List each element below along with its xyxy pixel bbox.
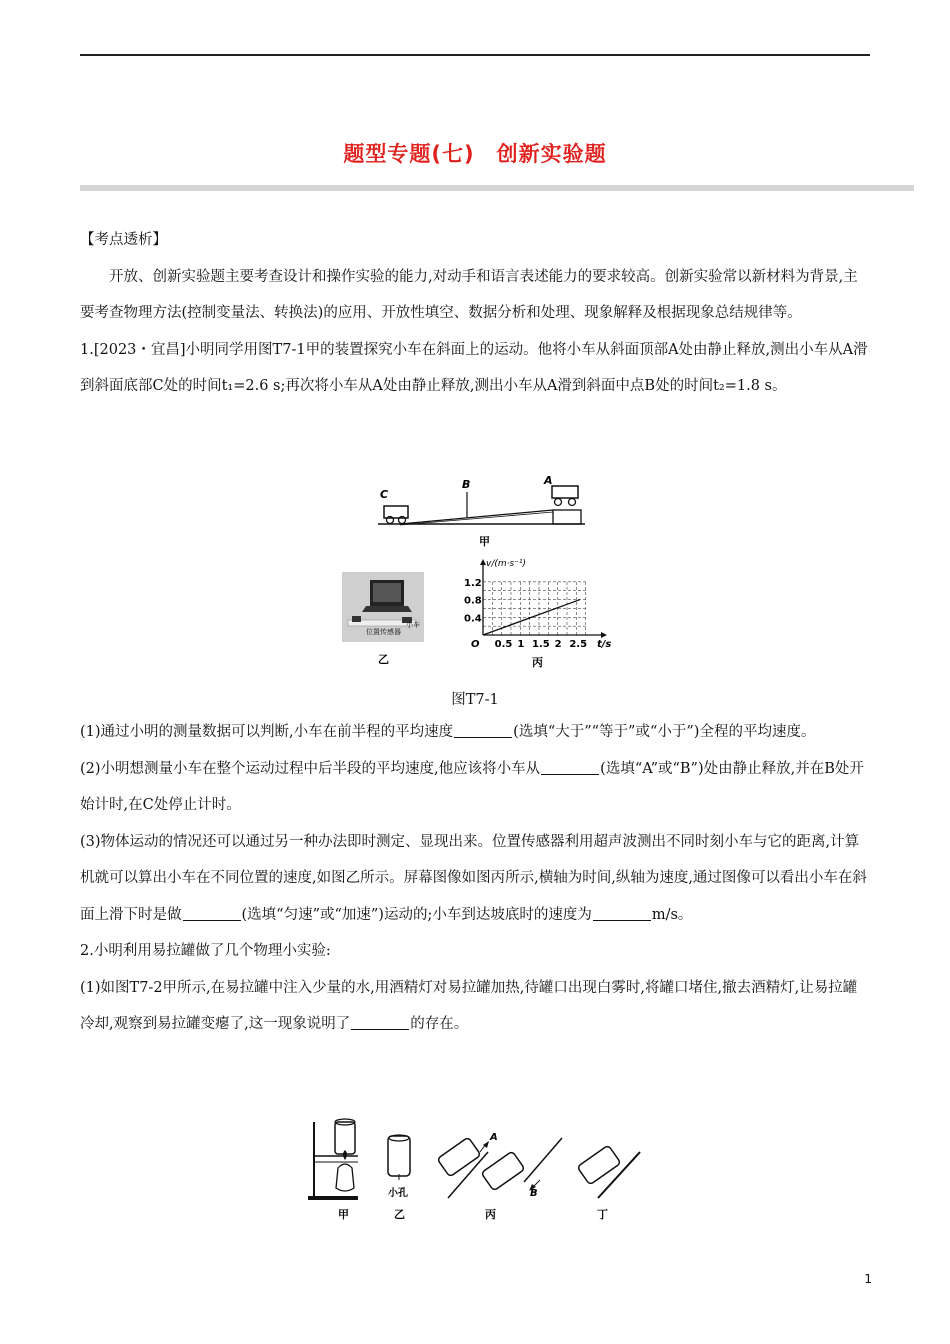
label-fig2-bing: 丙 [485,1208,496,1221]
x-tick-label: 1 [517,639,525,650]
flame-icon [343,1150,347,1160]
q2-part1-text: (1)如图T7-2甲所示,在易拉罐中注入少量的水,用酒精灯对易拉罐加热,待罐口出现白雾时,将罐口堵住,撤去酒精灯,让易拉罐冷却,观察到易拉罐变瘪了,这一现象说明了 [80,979,858,1032]
x-tick-label: 0.5 [494,639,513,650]
q1-part1-text: (1)通过小明的测量数据可以判断,小车在前半程的平均速度 [80,724,454,740]
can-icon [481,1151,525,1191]
can-icon [388,1136,410,1176]
q1-stem: 1.[2023・宜昌]小明同学用图T7-1甲的装置探究小车在斜面上的运动。他将小车从斜面顶部A处由静止释放,测出小车从A滑到斜面底部C处的时间t₁=2.6 s;再次将小车从A处由静止释放,测出小车从A滑到斜面中点B处的时间t₂=1.8 s。 [80,341,868,394]
car-at-a [552,486,578,506]
top-rule [80,54,870,56]
x-tick-label: 2 [554,639,562,650]
y-tick-label: 0.4 [464,613,482,625]
q1-part1-text-end: (选填“大于”“等于”或“小于”)全程的平均速度。 [513,724,816,740]
q2-part1 [80,970,870,1043]
section-heading: 【考点透析】 [80,232,167,248]
title-divider [80,185,914,191]
title-sub: 创新实验题 [496,142,607,166]
label-fig2-jia: 甲 [338,1208,349,1221]
title-main: 题型专题(七) [343,142,475,166]
figure-ding-can-rod [577,1145,640,1198]
figure-incline [370,472,600,550]
label-fig2-ding: 丁 [597,1208,608,1221]
y-tick-label: 0.8 [464,595,482,607]
straw-icon [524,1138,562,1182]
q1-part3-text-mid: (选填“匀速”或“加速”)运动的;小车到达坡底时的速度为 [241,906,592,923]
label-car: 小车 [406,621,420,629]
car-at-c [384,506,408,524]
page-title [0,138,950,168]
figure-yi-can-with-hole [388,1135,410,1180]
answer-blank-2[interactable] [541,760,599,775]
chart-ylabel: v/(m·s⁻¹) [486,559,527,569]
label-b: B [462,478,471,491]
figure-bing-cans-straw [437,1137,562,1198]
x-axis-arrow-icon [601,632,607,638]
sensor-icon [352,616,361,622]
figure-cans [300,1116,650,1224]
support-block [553,510,581,524]
page-number: 1 [864,1272,872,1286]
label-fig2-b: B [530,1188,538,1199]
can-icon [335,1122,355,1154]
x-tick-label: 2.5 [569,639,588,650]
y-tick-label: 1.2 [464,577,482,589]
label-fig2-a: A [490,1132,498,1143]
intro-paragraph: 开放、创新实验题主要考查设计和操作实验的能力,对动手和语言表述能力的要求较高。创新实验常以新材料为背景,主要考查物理方法(控制变量法、转换法)的应用、开放性填空、数据分析和处理、现象解释及根据现象总结规律等。 [80,268,858,321]
chart-origin: O [471,639,480,650]
label-yi: 乙 [378,653,389,666]
chart-grid [483,582,586,635]
intro-block [80,222,870,405]
label-fig2-yi: 乙 [394,1208,405,1221]
chart-xlabel: t/s [597,639,612,650]
laptop-base-icon [362,606,412,612]
alcohol-lamp-icon [336,1164,354,1191]
figure-jia-heating-setup [308,1119,358,1200]
figure-photo-computer [340,572,435,667]
q1-part2-text: (2)小明想测量小车在整个运动过程中后半段的平均速度,他应该将小车从 [80,760,541,777]
incline-surface [400,510,553,524]
x-tick-label: 1.5 [532,639,550,650]
label-c: C [380,488,389,501]
q1-part3 [80,824,870,934]
questions-block [80,714,870,1043]
answer-blank-3[interactable] [183,906,241,921]
q1-part2 [80,751,870,824]
label-a: A [544,474,553,487]
q1-part2-text-end: (选填“A”或“B”)处由静止释放,并在B处开始计时,在C处停止计时。 [80,760,864,813]
q2-stem: 2.小明利用易拉罐做了几个物理小实验: [80,943,331,959]
q1-part3-text-end: m/s。 [651,906,693,923]
answer-blank-4[interactable] [593,906,651,921]
answer-blank-1[interactable] [454,723,512,738]
label-bing: 丙 [532,656,543,669]
label-jia: 甲 [479,535,490,548]
figure-caption: 图T7-1 [451,692,499,708]
figure-vt-chart [450,556,620,670]
q1-part3-text: (3)物体运动的情况还可以通过另一种办法即时测定、显现出来。位置传感器利用超声波测出不同时刻小车与它的距离,计算机就可以算出小车在不同位置的速度,如图乙所示。屏幕图像如图丙所示,横轴为时间,纵轴为速度,通过图像可以看出小车在斜面上滑下时是做 [80,833,867,923]
q1-part1 [80,714,870,751]
q2-part1-text-end: 的存在。 [410,1016,469,1032]
straw-icon [448,1152,488,1198]
incline-edge [400,512,553,525]
can-icon [437,1137,481,1177]
label-hole: 小孔 [388,1188,408,1199]
answer-blank-5[interactable] [351,1015,409,1030]
label-sensor: 位置传感器 [366,628,401,636]
